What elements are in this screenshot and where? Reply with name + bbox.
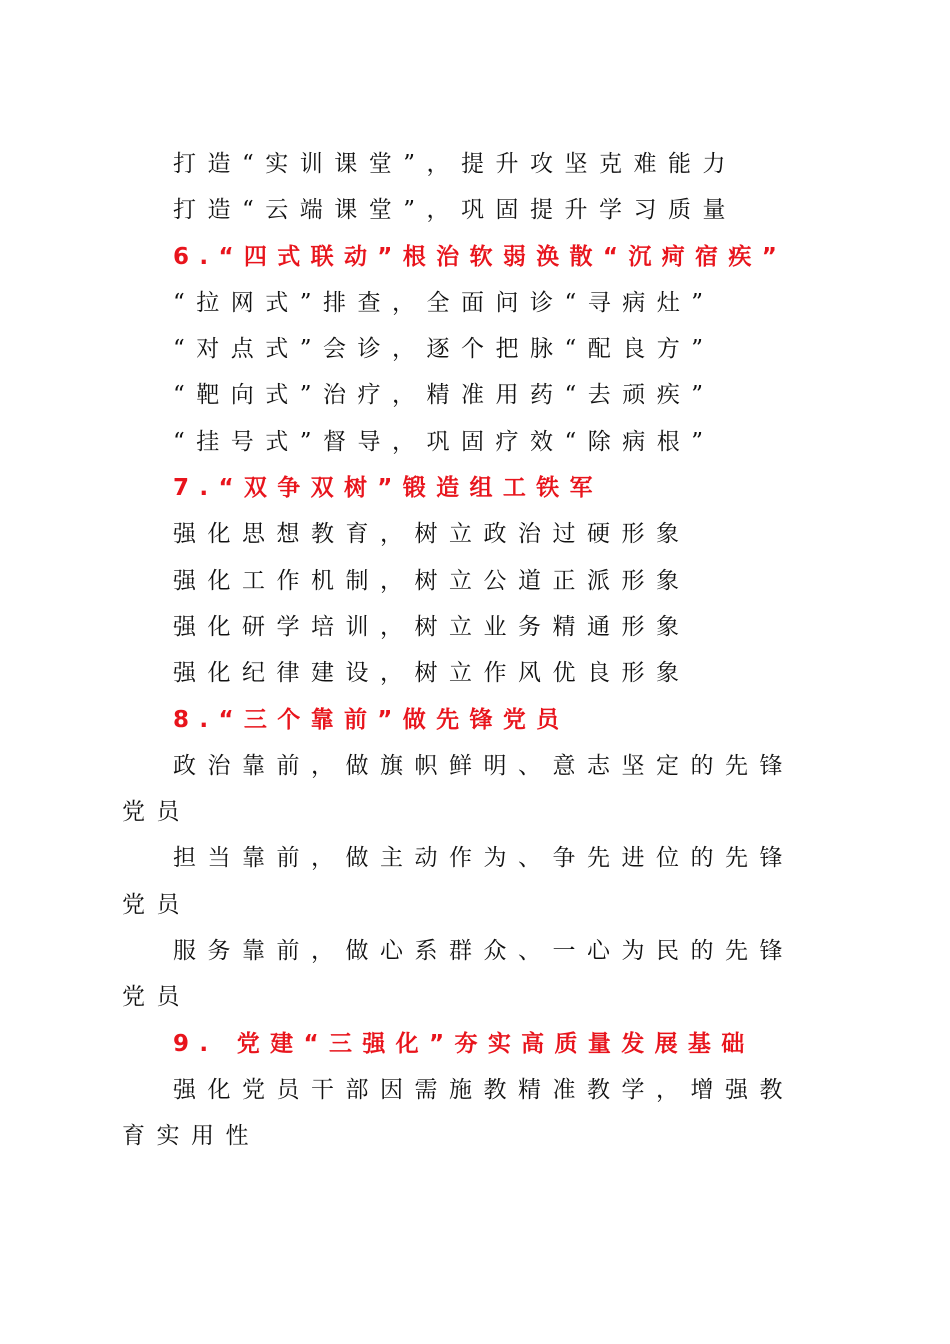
section-9-heading: 9. 党建“三强化”夯实高质量发展基础 xyxy=(173,1030,755,1057)
section-8-item: 服务靠前，做心系群众、一心为民的先锋党员 xyxy=(122,938,794,1011)
section-7-item: 强化思想教育，树立政治过硬形象 xyxy=(173,521,691,548)
section-6-item: “对点式”会诊，逐个把脉“配良方” xyxy=(173,336,715,363)
section-6-item: “挂号式”督导，巩固疗效“除病根” xyxy=(173,428,715,455)
section-8-item: 政治靠前，做旗帜鲜明、意志坚定的先锋党员 xyxy=(122,752,794,826)
body-line: 打造“实训课堂”，提升攻坚克难能力 xyxy=(173,151,738,177)
section-8-heading: 8.“三个靠前”做先锋党员 xyxy=(173,706,570,733)
section-6-heading: 6.“四式联动”根治软弱涣散“沉疴宿疾” xyxy=(173,243,788,270)
section-8-item: 担当靠前，做主动作为、争先进位的先锋党员 xyxy=(122,845,794,918)
section-7-item: 强化研学培训，树立业务精通形象 xyxy=(173,613,691,640)
section-6-item: “靶向式”治疗，精准用药“去顽疾” xyxy=(173,382,715,409)
section-9-item: 强化党员干部因需施教精准教学，增强教育实用性 xyxy=(122,1076,794,1150)
document-content xyxy=(122,141,817,1160)
section-7-item: 强化纪律建设，树立作风优良形象 xyxy=(173,660,691,687)
body-line: 打造“云端课堂”，巩固提升学习质量 xyxy=(173,197,738,224)
section-7-heading: 7.“双争双树”锻造组工铁军 xyxy=(173,475,603,502)
section-7-item: 强化工作机制，树立公道正派形象 xyxy=(173,567,691,594)
section-6-item: “拉网式”排查，全面问诊“寻病灶” xyxy=(173,289,715,316)
